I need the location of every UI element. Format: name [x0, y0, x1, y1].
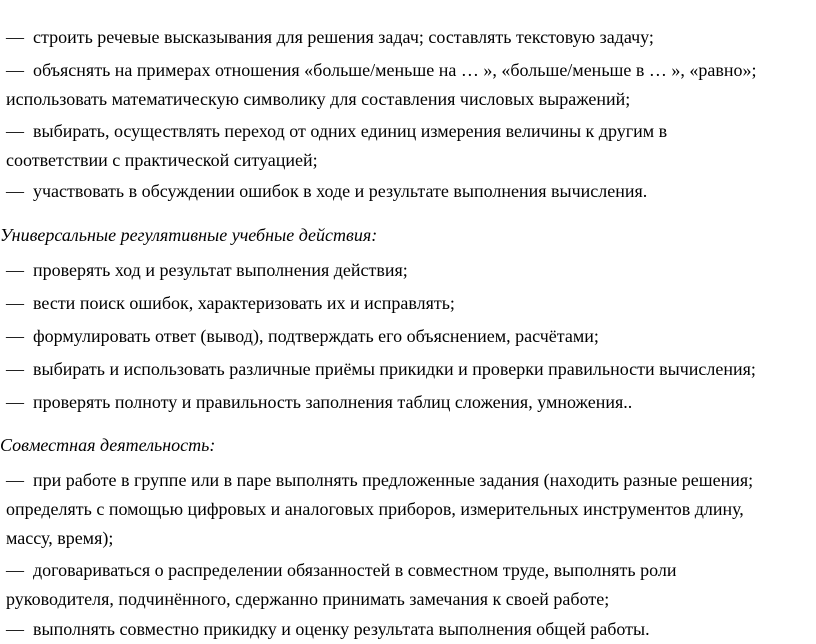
list-item-text: использовать математическую символику для составления числовых выражений;	[6, 89, 631, 109]
dash-marker: —	[6, 560, 24, 580]
list-item-text: определять с помощью цифровых и аналоговых приборов, измерительных инструментов длину,	[6, 499, 744, 519]
dash-marker: —	[6, 470, 24, 490]
list-item-continuation	[6, 498, 744, 520]
dash-marker: —	[6, 27, 24, 47]
list-item	[6, 618, 650, 640]
list-item	[6, 292, 455, 314]
list-item-text: выбирать, осуществлять переход от одних единиц измерения величины к другим в	[33, 121, 668, 141]
list-item	[6, 391, 632, 413]
dash-marker: —	[6, 359, 24, 379]
list-item	[6, 59, 757, 81]
list-item-text: договариваться о распределении обязанностей в совместном труде, выполнять роли	[33, 560, 677, 580]
dash-marker: —	[6, 60, 24, 80]
list-item-text: объяснять на примерах отношения «больше/меньше на … », «больше/меньше в … », «равно»;	[33, 60, 757, 80]
list-item-text: соответствии с практической ситуацией;	[6, 150, 318, 170]
dash-marker: —	[6, 121, 24, 141]
list-item-text: выполнять совместно прикидку и оценку результата выполнения общей работы.	[33, 619, 650, 639]
list-item-text: участвовать в обсуждении ошибок в ходе и результате выполнения вычисления.	[33, 181, 648, 201]
list-item	[6, 469, 753, 491]
list-item-text: при работе в группе или в паре выполнять предложенные задания (находить разные решения;	[33, 470, 754, 490]
list-item-text: проверять полноту и правильность заполнения таблиц сложения, умножения..	[33, 392, 633, 412]
list-item-text: выбирать и использовать различные приёмы прикидки и проверки правильности вычисления;	[33, 359, 756, 379]
list-item	[6, 26, 654, 48]
section-heading: Совместная деятельность:	[0, 435, 216, 455]
list-item	[6, 559, 677, 581]
list-item	[6, 325, 599, 347]
section-heading: Универсальные регулятивные учебные действия:	[0, 225, 378, 245]
dash-marker: —	[6, 619, 24, 639]
dash-marker: —	[6, 293, 24, 313]
list-item-continuation	[6, 527, 113, 549]
list-item	[6, 180, 647, 202]
list-item-continuation	[6, 88, 630, 110]
dash-marker: —	[6, 392, 24, 412]
dash-marker: —	[6, 181, 24, 201]
list-item-text: руководителя, подчинённого, сдержанно принимать замечания к своей работе;	[6, 589, 610, 609]
list-item-continuation	[6, 588, 609, 610]
dash-marker: —	[6, 326, 24, 346]
dash-marker: —	[6, 260, 24, 280]
list-item-text: проверять ход и результат выполнения действия;	[33, 260, 408, 280]
list-item-text: формулировать ответ (вывод), подтверждать его объяснением, расчётами;	[33, 326, 599, 346]
list-item-continuation	[6, 149, 318, 171]
list-item	[6, 358, 756, 380]
list-item	[6, 259, 408, 281]
list-item-text: строить речевые высказывания для решения задач; составлять текстовую задачу;	[33, 27, 654, 47]
list-item-text: вести поиск ошибок, характеризовать их и исправлять;	[33, 293, 455, 313]
list-item	[6, 120, 667, 142]
list-item-text: массу, время);	[6, 528, 114, 548]
